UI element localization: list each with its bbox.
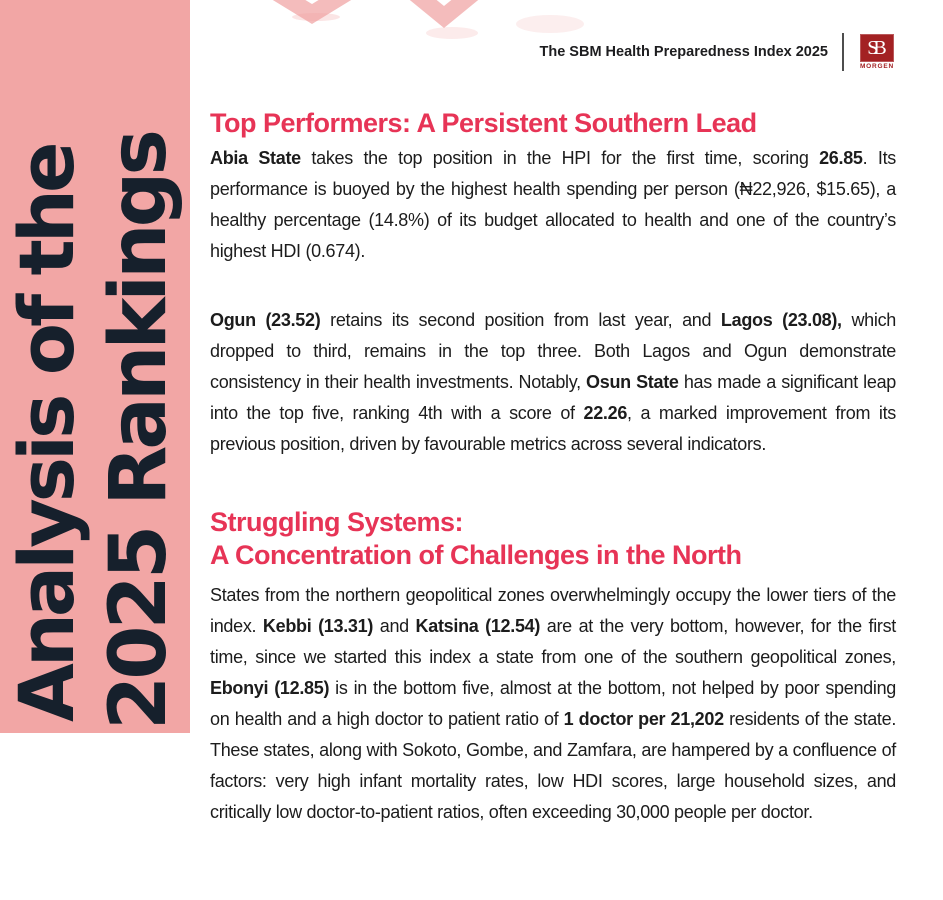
heading-line1: Struggling Systems:: [210, 507, 464, 537]
section-heading-top-performers: Top Performers: A Persistent Southern Lead: [210, 108, 757, 138]
heading-line2: A Concentration of Challenges in the North: [210, 540, 742, 570]
sbm-logo-wordmark: MORGEN: [859, 63, 895, 70]
sidebar: [0, 0, 190, 733]
page-header: [540, 33, 897, 71]
sbm-logo: [858, 34, 896, 70]
sb-logo-letters: SB: [867, 37, 882, 59]
report-title: The SBM Health Preparedness Index 2025: [539, 44, 828, 60]
sidebar-title-line2: 2025 Rankings: [94, 133, 184, 730]
paragraph-ogun-lagos: Ogun (23.52) retains its second position from last year, and Lagos (23.08), which dropped to third, remains in the top three. Both Lagos and Ogun demonstrate consistency in their health investments. Notably, Osun State has made a significant leap into the top five, ranking 4th with a score of 22.26, a marked improvement from its previous position, driven by favourable metrics across several indicators.: [210, 310, 896, 454]
paragraph-northern-states: States from the northern geopolitical zones overwhelmingly occupy the lower tiers of the index. Kebbi (13.31) and Katsina (12.54) are at the very bottom, however, for the first time, since we started this index a state from one of the southern geopolitical zones, Ebonyi (12.85) is in the bottom five, almost at the bottom, not helped by poor spending on health and a high doctor to patient ratio of 1 doctor per 21,202 residents of the state. These states, along with Sokoto, Gombe, and Zamfara, are hampered by a confluence of factors: very high infant mortality rates, low HDI scores, large household sizes, and critically low doctor-to-patient ratios, often exceeding 30,000 people per doctor.: [210, 585, 897, 822]
main-content: [210, 0, 896, 900]
header-divider: [842, 33, 844, 71]
section-heading-struggling-systems: [210, 506, 742, 572]
sb-logo-icon: [860, 34, 894, 62]
paragraph-abia-state: Abia State takes the top position in the HPI for the first time, scoring 26.85. Its performance is buoyed by the highest health spending per person (₦22,926, $15.65), a healthy percentage (14.8%) of its budget allocated to health and one of the country’s highest HDI (0.674).: [210, 148, 896, 261]
sidebar-title-line1: Analysis of the: [2, 145, 91, 722]
